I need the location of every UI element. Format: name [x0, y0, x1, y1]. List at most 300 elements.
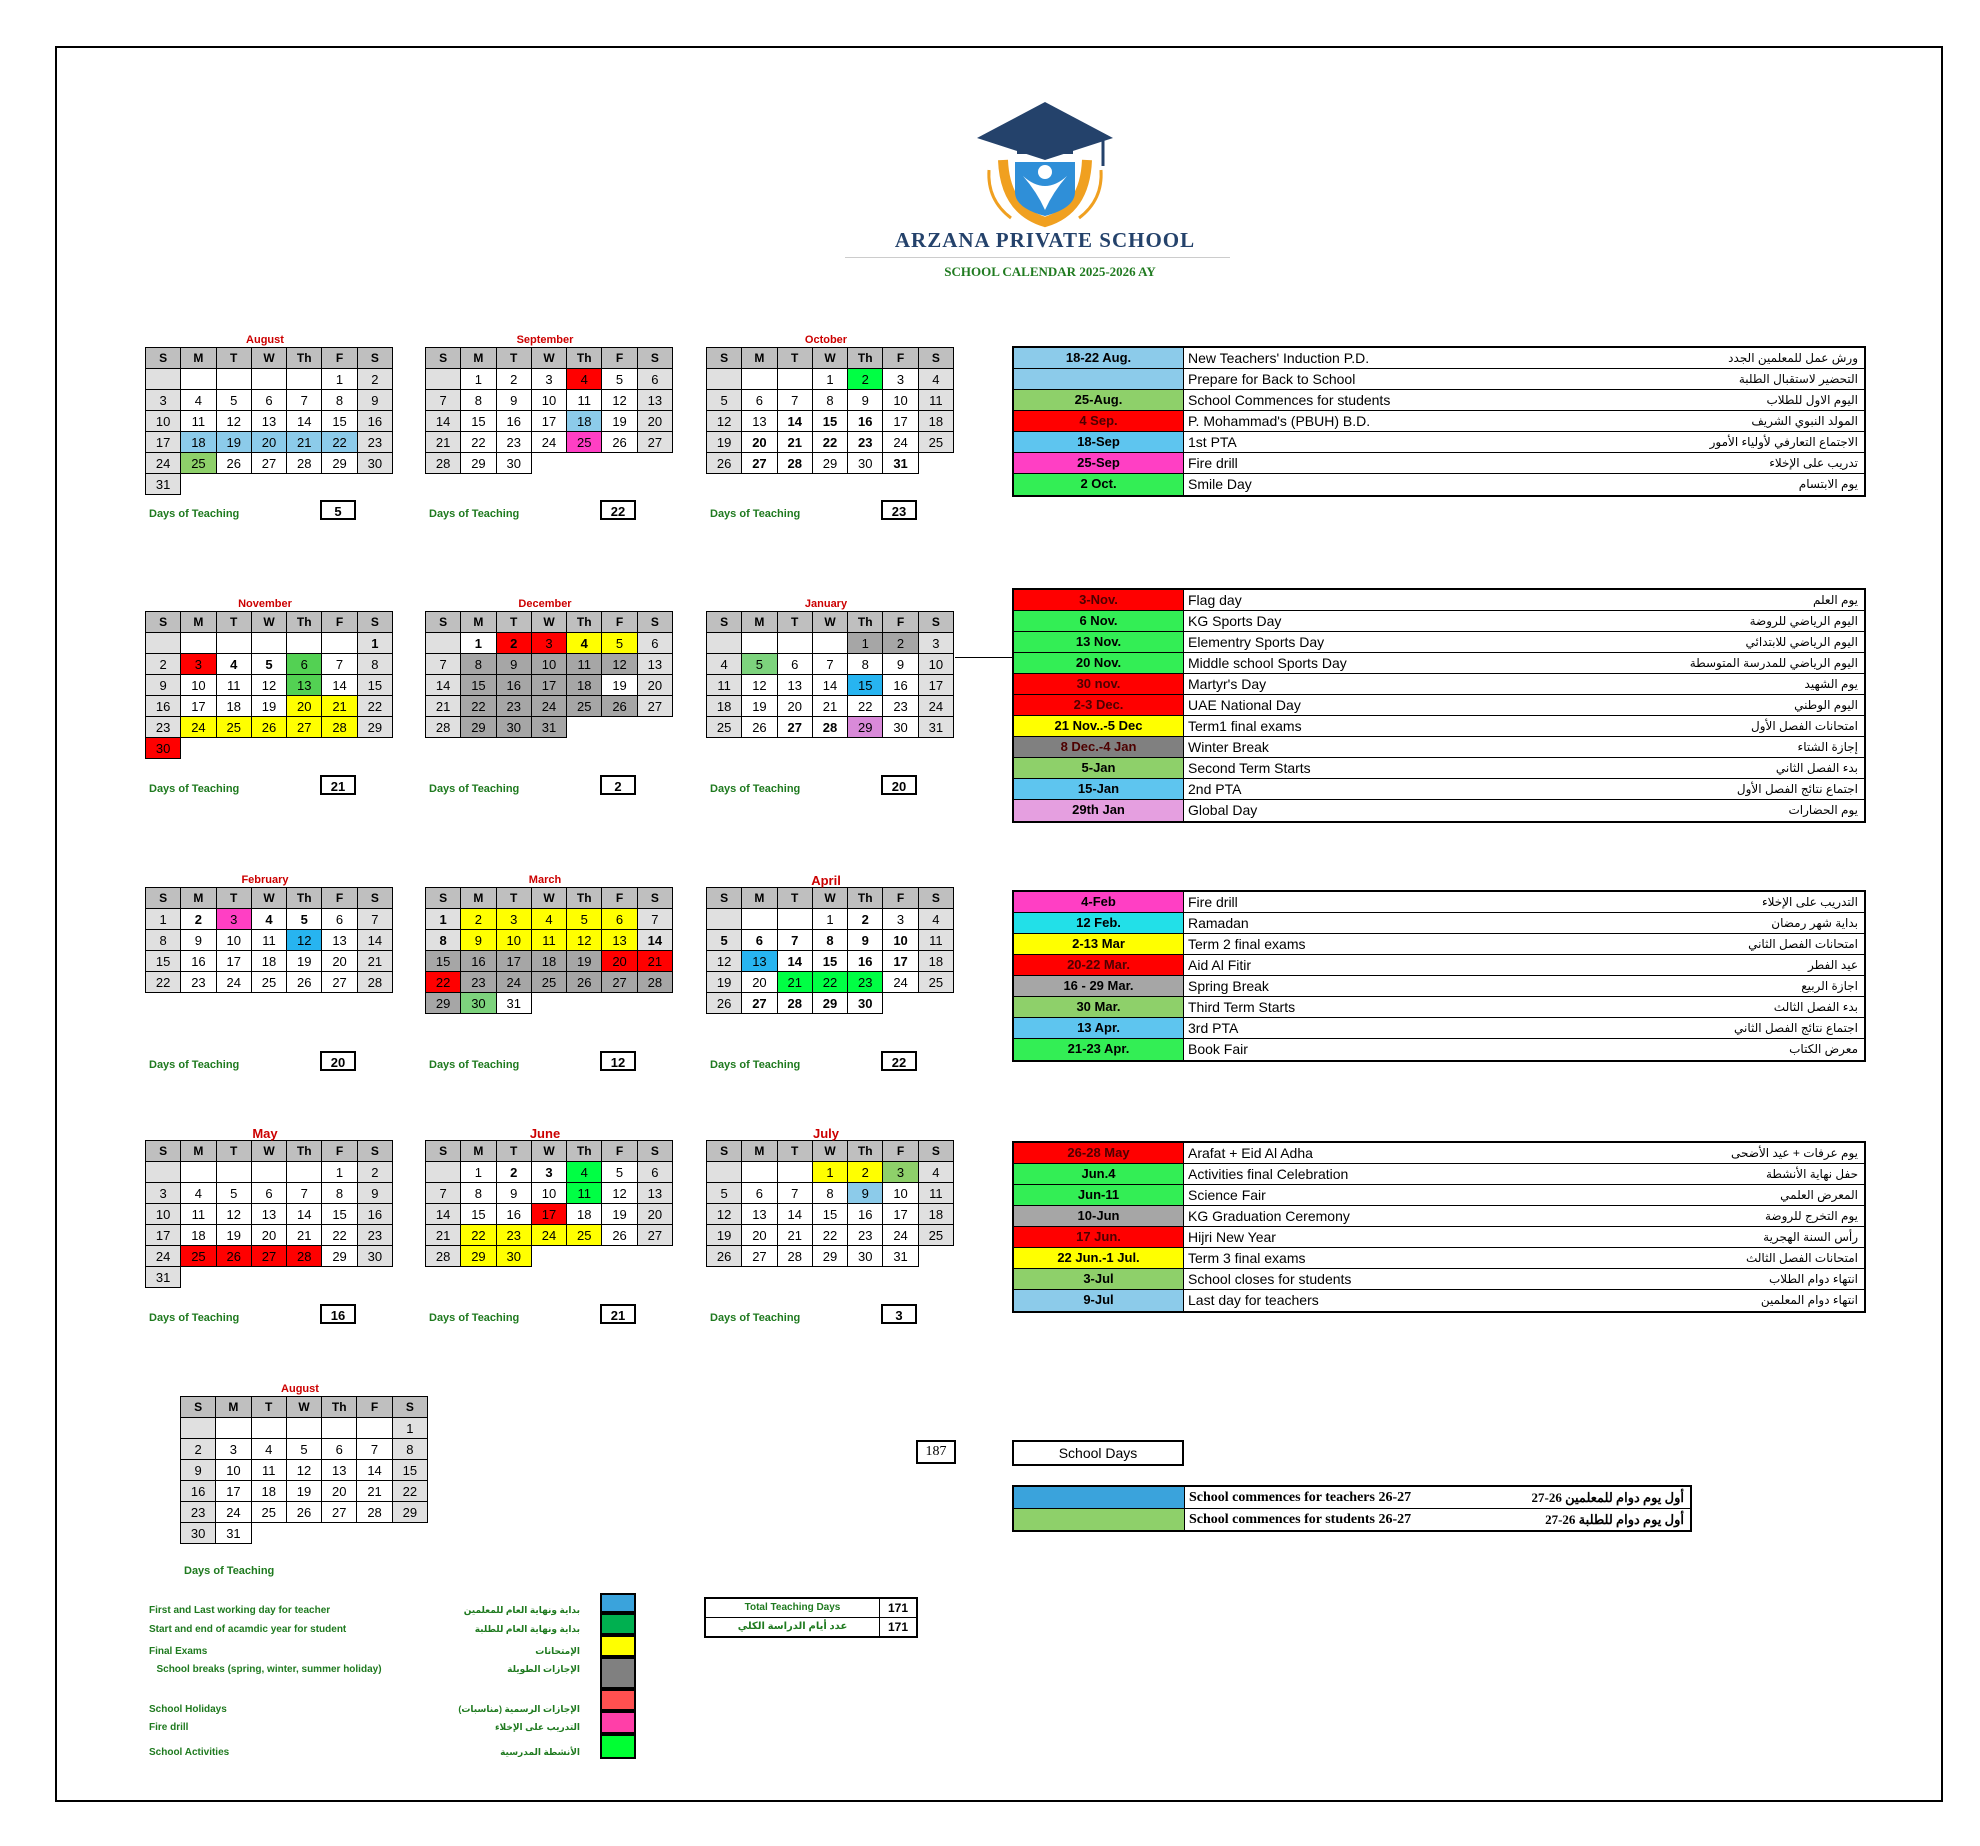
day-cell: 3 — [181, 654, 216, 675]
day-cell: 19 — [286, 1481, 321, 1502]
day-cell: 10 — [883, 1183, 918, 1204]
event-name-arabic: عيد الفطر — [1808, 958, 1858, 972]
event-row — [1014, 1039, 1864, 1060]
empty-cell — [637, 717, 672, 738]
day-cell: 4 — [181, 390, 216, 411]
weekday-header: S — [707, 888, 742, 909]
day-cell: 12 — [707, 951, 742, 972]
day-cell: 3 — [496, 909, 531, 930]
event-row — [1014, 1185, 1864, 1206]
day-cell: 5 — [602, 1162, 637, 1183]
day-cell: 26 — [216, 453, 251, 474]
commence-row — [1014, 1509, 1690, 1530]
day-cell: 10 — [146, 411, 181, 432]
month-grid — [706, 1140, 954, 1267]
event-name: Winter Break — [1188, 739, 1269, 755]
day-cell: 24 — [216, 972, 251, 993]
event-date: 3-Nov. — [1014, 590, 1184, 610]
empty-cell — [251, 474, 286, 495]
event-name: School Commences for students — [1188, 392, 1391, 408]
event-date: 22 Jun.-1 Jul. — [1014, 1248, 1184, 1268]
day-cell: 29 — [461, 717, 496, 738]
day-cell: 12 — [602, 1183, 637, 1204]
event-name: Activities final Celebration — [1188, 1166, 1349, 1182]
day-cell: 1 — [461, 369, 496, 390]
day-cell: 28 — [777, 993, 812, 1014]
weekday-header: S — [918, 612, 953, 633]
day-cell: 15 — [322, 411, 357, 432]
day-cell: 25 — [707, 717, 742, 738]
event-name-arabic: انتهاء دوام الطلاب — [1769, 1272, 1858, 1286]
totals-value: 171 — [887, 1601, 909, 1615]
day-cell: 17 — [216, 951, 251, 972]
day-cell: 5 — [602, 633, 637, 654]
weekday-header: F — [322, 888, 357, 909]
empty-cell — [181, 738, 216, 759]
event-row — [1014, 1143, 1864, 1164]
event-name: KG Sports Day — [1188, 613, 1282, 629]
event-name: Smile Day — [1188, 476, 1252, 492]
commence-arabic: أول يوم دوام للطلبة 26-27 — [1545, 1512, 1684, 1527]
event-name-arabic: اجتماع نتائج الفصل الثاني — [1734, 1021, 1858, 1035]
day-cell: 29 — [461, 453, 496, 474]
day-cell: 22 — [461, 696, 496, 717]
event-name: Global Day — [1188, 802, 1258, 818]
day-cell: 28 — [357, 1502, 392, 1523]
day-cell: 21 — [287, 1225, 322, 1246]
day-cell: 4 — [251, 1439, 286, 1460]
event-name-arabic: يوم الابتسام — [1798, 477, 1858, 491]
event-name: Book Fair — [1188, 1041, 1248, 1057]
empty-cell — [181, 369, 216, 390]
weekday-header: S — [426, 348, 461, 369]
empty-cell — [918, 453, 953, 474]
empty-cell — [251, 1418, 286, 1439]
connector-line — [955, 657, 1012, 658]
event-name: Fire drill — [1188, 894, 1238, 910]
day-cell: 20 — [287, 696, 322, 717]
weekday-header: T — [496, 888, 531, 909]
event-name-arabic: حفل نهاية الأنشطة — [1765, 1167, 1858, 1181]
day-cell: 5 — [287, 909, 322, 930]
day-cell: 20 — [251, 432, 286, 453]
day-cell: 23 — [496, 1225, 531, 1246]
event-row — [1014, 411, 1864, 432]
day-cell: 8 — [848, 654, 883, 675]
day-cell: 4 — [531, 909, 566, 930]
empty-cell — [181, 633, 216, 654]
day-cell: 21 — [322, 696, 357, 717]
empty-cell — [777, 909, 812, 930]
day-cell: 24 — [146, 1246, 181, 1267]
day-cell: 22 — [322, 432, 357, 453]
empty-cell — [251, 738, 286, 759]
day-cell: 27 — [322, 1502, 357, 1523]
event-date: 9-Jul — [1014, 1290, 1184, 1311]
event-name-arabic: يوم الشهيد — [1804, 677, 1858, 691]
days-of-teaching-count: 20 — [320, 1051, 356, 1071]
event-date: 25-Sep — [1014, 453, 1184, 473]
day-cell: 25 — [251, 972, 286, 993]
days-of-teaching-label: Days of Teaching — [149, 1312, 240, 1324]
day-cell: 8 — [461, 1183, 496, 1204]
event-date: 10-Jun — [1014, 1206, 1184, 1226]
day-cell: 3 — [216, 1439, 251, 1460]
commence-arabic: أول يوم دوام للمعلمين 26-27 — [1531, 1490, 1684, 1505]
day-cell: 21 — [637, 951, 672, 972]
weekday-header: W — [812, 348, 847, 369]
day-cell: 14 — [812, 675, 847, 696]
day-cell: 14 — [426, 411, 461, 432]
school-days-label: School Days — [1012, 1440, 1184, 1466]
event-name-arabic: المولد النبوي الشريف — [1751, 414, 1858, 428]
day-cell: 18 — [918, 411, 953, 432]
day-cell: 28 — [426, 453, 461, 474]
event-row — [1014, 976, 1864, 997]
day-cell: 9 — [848, 390, 883, 411]
day-cell: 16 — [181, 1481, 216, 1502]
totals-row — [706, 1618, 916, 1636]
weekday-header: S — [357, 612, 392, 633]
day-cell: 24 — [918, 696, 953, 717]
event-date: 2 Oct. — [1014, 474, 1184, 495]
day-cell: 7 — [777, 390, 812, 411]
weekday-header: T — [777, 888, 812, 909]
event-row — [1014, 1248, 1864, 1269]
weekday-header: W — [251, 348, 286, 369]
event-name: 3rd PTA — [1188, 1020, 1239, 1036]
legend-label: School Activities — [149, 1747, 230, 1758]
day-cell: 11 — [567, 390, 602, 411]
day-cell: 27 — [251, 453, 286, 474]
day-cell: 4 — [567, 369, 602, 390]
day-cell: 27 — [742, 1246, 777, 1267]
day-cell: 30 — [461, 993, 496, 1014]
day-cell: 4 — [567, 1162, 602, 1183]
day-cell: 6 — [637, 369, 672, 390]
days-of-teaching-label: Days of Teaching — [149, 1059, 240, 1071]
day-cell: 8 — [357, 654, 392, 675]
weekday-header: S — [918, 888, 953, 909]
day-cell: 3 — [146, 390, 181, 411]
day-cell: 25 — [531, 972, 566, 993]
day-cell: 15 — [322, 1204, 357, 1225]
month-calendar — [180, 1383, 430, 1544]
event-name: Ramadan — [1188, 915, 1249, 931]
day-cell: 2 — [357, 369, 392, 390]
day-cell: 23 — [883, 696, 918, 717]
day-cell: 26 — [287, 972, 322, 993]
event-row — [1014, 997, 1864, 1018]
weekday-header: W — [531, 612, 566, 633]
event-name: Last day for teachers — [1188, 1292, 1319, 1308]
day-cell: 24 — [496, 972, 531, 993]
days-of-teaching-label: Days of Teaching — [710, 783, 801, 795]
day-cell: 27 — [637, 432, 672, 453]
event-row — [1014, 590, 1864, 611]
day-cell: 16 — [496, 1204, 531, 1225]
day-cell: 22 — [146, 972, 181, 993]
day-cell: 24 — [146, 453, 181, 474]
day-cell: 3 — [216, 909, 251, 930]
day-cell: 20 — [637, 411, 672, 432]
day-cell: 18 — [567, 1204, 602, 1225]
event-row — [1014, 892, 1864, 913]
month-calendar — [706, 598, 956, 738]
event-date: 5-Jan — [1014, 758, 1184, 778]
event-date: 13 Apr. — [1014, 1018, 1184, 1038]
empty-cell — [146, 369, 181, 390]
day-cell: 5 — [216, 1183, 251, 1204]
day-cell: 20 — [637, 675, 672, 696]
event-name: UAE National Day — [1188, 697, 1301, 713]
day-cell: 6 — [322, 909, 357, 930]
day-cell: 6 — [602, 909, 637, 930]
weekday-header: M — [742, 888, 777, 909]
day-cell: 2 — [496, 369, 531, 390]
empty-cell — [322, 474, 357, 495]
event-name-arabic: امتحانات الفصل الثالث — [1745, 1251, 1858, 1265]
event-name-arabic: تدريب على الإخلاء — [1769, 456, 1858, 470]
days-of-teaching-label: Days of Teaching — [429, 1059, 520, 1071]
commence-swatch — [1014, 1487, 1185, 1508]
month-name: February — [241, 874, 289, 886]
event-date: 30 nov. — [1014, 674, 1184, 694]
days-of-teaching-count: 2 — [600, 775, 636, 795]
weekday-header: M — [461, 1141, 496, 1162]
day-cell: 7 — [426, 654, 461, 675]
event-name: New Teachers' Induction P.D. — [1188, 350, 1370, 366]
weekday-header: W — [812, 612, 847, 633]
day-cell: 30 — [496, 1246, 531, 1267]
event-date: 30 Mar. — [1014, 997, 1184, 1017]
day-cell: 18 — [251, 951, 286, 972]
day-cell: 20 — [322, 1481, 357, 1502]
weekday-header: W — [531, 1141, 566, 1162]
day-cell: 31 — [146, 1267, 181, 1288]
day-cell: 10 — [531, 1183, 566, 1204]
event-name-arabic: اليوم الاول للطلاب — [1766, 393, 1858, 407]
empty-cell — [251, 633, 286, 654]
day-cell: 18 — [531, 951, 566, 972]
day-cell: 15 — [392, 1460, 427, 1481]
day-cell: 4 — [707, 654, 742, 675]
empty-cell — [602, 1246, 637, 1267]
empty-cell — [392, 1523, 427, 1544]
day-cell: 30 — [848, 993, 883, 1014]
weekday-header: T — [216, 612, 251, 633]
legend-swatch — [600, 1657, 636, 1689]
day-cell: 28 — [777, 453, 812, 474]
event-row — [1014, 934, 1864, 955]
day-cell: 16 — [848, 411, 883, 432]
day-cell: 4 — [216, 654, 251, 675]
day-cell: 25 — [181, 1246, 216, 1267]
empty-cell — [322, 1418, 357, 1439]
day-cell: 13 — [742, 411, 777, 432]
day-cell: 27 — [637, 1225, 672, 1246]
day-cell: 14 — [637, 930, 672, 951]
day-cell: 26 — [251, 717, 286, 738]
day-cell: 31 — [146, 474, 181, 495]
day-cell: 8 — [812, 1183, 847, 1204]
month-grid — [706, 611, 954, 738]
day-cell: 16 — [461, 951, 496, 972]
legend-label-arabic: الإجازات الرسمية (مناسبات) — [458, 1704, 580, 1714]
day-cell: 9 — [181, 1460, 216, 1481]
divider — [845, 257, 1230, 258]
month-calendar — [425, 874, 675, 1014]
day-cell: 2 — [181, 909, 216, 930]
event-row — [1014, 369, 1864, 390]
day-cell: 14 — [777, 1204, 812, 1225]
event-row — [1014, 737, 1864, 758]
day-cell: 26 — [602, 696, 637, 717]
day-cell: 11 — [567, 1183, 602, 1204]
day-cell: 19 — [216, 432, 251, 453]
day-cell: 16 — [357, 411, 392, 432]
event-name-arabic: اليوم الرياضي للابتدائي — [1745, 635, 1858, 649]
month-calendar — [145, 874, 395, 993]
day-cell: 29 — [357, 717, 392, 738]
weekday-header: S — [357, 1141, 392, 1162]
day-cell: 2 — [357, 1162, 392, 1183]
event-date: 21-23 Apr. — [1014, 1039, 1184, 1060]
day-cell: 29 — [426, 993, 461, 1014]
empty-cell — [707, 909, 742, 930]
weekday-header: T — [777, 348, 812, 369]
month-calendar — [706, 874, 956, 1014]
day-cell: 23 — [181, 1502, 216, 1523]
day-cell: 16 — [181, 951, 216, 972]
event-name: Term1 final exams — [1188, 718, 1302, 734]
weekday-header: S — [426, 1141, 461, 1162]
day-cell: 13 — [637, 390, 672, 411]
day-cell: 1 — [461, 633, 496, 654]
day-cell: 21 — [426, 432, 461, 453]
day-cell: 10 — [531, 654, 566, 675]
month-name: December — [518, 598, 572, 610]
legend-label: First and Last working day for teacher — [149, 1605, 331, 1616]
month-name: August — [246, 334, 284, 346]
day-cell: 4 — [567, 633, 602, 654]
empty-cell — [602, 717, 637, 738]
day-cell: 15 — [357, 675, 392, 696]
day-cell: 22 — [812, 972, 847, 993]
day-cell: 19 — [602, 1204, 637, 1225]
event-date — [1014, 369, 1184, 389]
weekday-header: F — [883, 612, 918, 633]
day-cell: 22 — [322, 1225, 357, 1246]
event-date: 21 Nov..-5 Dec — [1014, 716, 1184, 736]
event-name: KG Graduation Ceremony — [1188, 1208, 1350, 1224]
day-cell: 21 — [777, 1225, 812, 1246]
event-date: 17 Jun. — [1014, 1227, 1184, 1247]
weekday-header: Th — [322, 1397, 357, 1418]
empty-cell — [286, 1523, 321, 1544]
day-cell: 21 — [777, 972, 812, 993]
day-cell: 8 — [322, 1183, 357, 1204]
weekday-header: Th — [567, 612, 602, 633]
day-cell: 6 — [251, 1183, 286, 1204]
weekday-header: F — [322, 348, 357, 369]
empty-cell — [742, 369, 777, 390]
empty-cell — [181, 1162, 216, 1183]
weekday-header: M — [742, 1141, 777, 1162]
day-cell: 13 — [322, 1460, 357, 1481]
day-cell: 2 — [496, 633, 531, 654]
day-cell: 17 — [531, 1204, 566, 1225]
weekday-header: S — [426, 888, 461, 909]
day-cell: 28 — [357, 972, 392, 993]
totals-label: عدد أيام الدراسة الكلي — [706, 1618, 880, 1636]
event-name-arabic: يوم الحضارات — [1788, 803, 1858, 817]
legend-label-arabic: بداية ونهاية العام للطلبة — [474, 1624, 580, 1634]
empty-cell — [322, 738, 357, 759]
day-cell: 11 — [181, 1204, 216, 1225]
day-cell: 2 — [883, 633, 918, 654]
day-cell: 14 — [357, 930, 392, 951]
weekday-header: S — [637, 612, 672, 633]
day-cell: 3 — [146, 1183, 181, 1204]
weekday-header: Th — [567, 888, 602, 909]
day-cell: 21 — [287, 432, 322, 453]
day-cell: 6 — [322, 1439, 357, 1460]
day-cell: 25 — [181, 453, 216, 474]
day-cell: 15 — [812, 411, 847, 432]
day-cell: 15 — [848, 675, 883, 696]
legend-label-arabic: التدريب على الإخلاء — [494, 1722, 580, 1732]
day-cell: 16 — [848, 951, 883, 972]
day-cell: 13 — [777, 675, 812, 696]
empty-cell — [637, 993, 672, 1014]
day-cell: 12 — [707, 411, 742, 432]
legend-swatch — [600, 1711, 636, 1734]
empty-cell — [146, 1162, 181, 1183]
empty-cell — [181, 1267, 216, 1288]
weekday-header: Th — [287, 348, 322, 369]
day-cell: 23 — [848, 972, 883, 993]
weekday-header: S — [426, 612, 461, 633]
day-cell: 30 — [496, 453, 531, 474]
day-cell: 15 — [812, 951, 847, 972]
day-cell: 7 — [426, 390, 461, 411]
event-name: Aid Al Fitir — [1188, 957, 1252, 973]
event-date: 8 Dec.-4 Jan — [1014, 737, 1184, 757]
days-of-teaching-count: 20 — [881, 775, 917, 795]
day-cell: 5 — [251, 654, 286, 675]
day-cell: 8 — [461, 390, 496, 411]
event-name-arabic: بداية شهر رمضان — [1771, 916, 1858, 930]
day-cell: 9 — [883, 654, 918, 675]
weekday-header: M — [181, 612, 216, 633]
event-row — [1014, 1018, 1864, 1039]
weekday-header: T — [216, 1141, 251, 1162]
day-cell: 11 — [918, 390, 953, 411]
day-cell: 20 — [602, 951, 637, 972]
empty-cell — [707, 633, 742, 654]
day-cell: 23 — [146, 717, 181, 738]
day-cell: 10 — [883, 930, 918, 951]
weekday-header: S — [146, 348, 181, 369]
day-cell: 22 — [461, 432, 496, 453]
weekday-header: M — [461, 612, 496, 633]
day-cell: 6 — [742, 1183, 777, 1204]
day-cell: 11 — [918, 930, 953, 951]
month-calendar — [425, 598, 675, 738]
day-cell: 24 — [883, 432, 918, 453]
empty-cell — [777, 369, 812, 390]
